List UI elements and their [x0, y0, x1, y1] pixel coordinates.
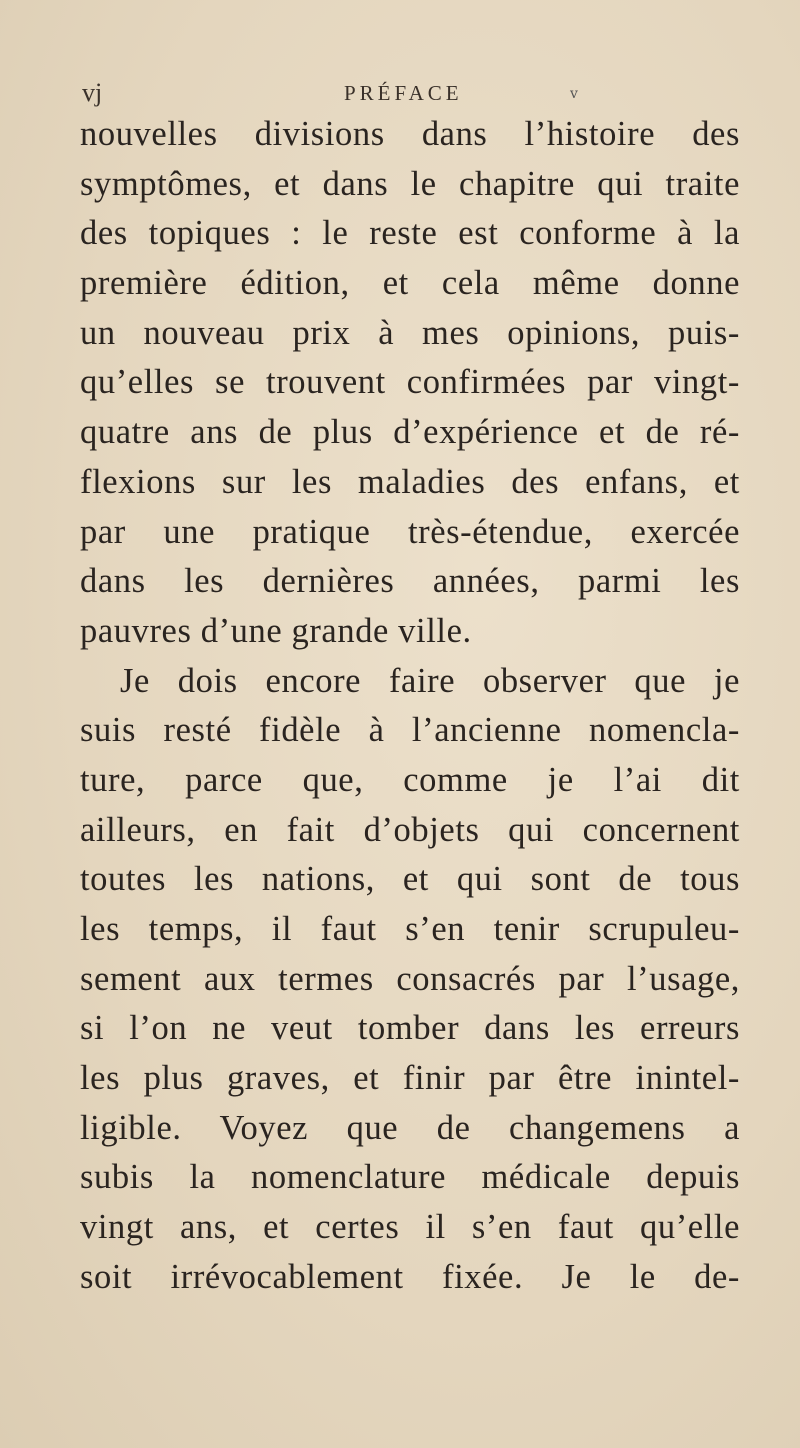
text-line: un nouveau prix à mes opinions, puis-	[80, 313, 740, 352]
text-line: sement aux termes consacrés par l’usage,	[80, 959, 740, 998]
text-line: les plus graves, et finir par être inintel-	[80, 1059, 740, 1098]
text-line: première édition, et cela même donne	[80, 264, 740, 303]
text-line: si l’on ne veut tomber dans les erreurs	[80, 1009, 740, 1048]
page-number: vj	[82, 78, 103, 107]
text-line: par une pratique très-étendue, exercée	[80, 512, 740, 551]
text-line: qu’elles se trouvent confirmées par vingt-	[80, 363, 740, 402]
text-line: symptômes, et dans le chapitre qui traite	[80, 164, 740, 203]
text-line: Je dois encore faire observer que je	[120, 661, 740, 700]
text-line: ailleurs, en fait d’objets qui concernent	[80, 810, 740, 849]
text-line: toutes les nations, et qui sont de tous	[80, 860, 740, 899]
text-line: pauvres d’une grande ville.	[80, 611, 472, 650]
text-line: soit irrévocablement fixée. Je le de-	[80, 1257, 740, 1296]
text-line: dans les dernières années, parmi les	[80, 562, 740, 601]
body-text	[80, 110, 740, 1303]
text-line: quatre ans de plus d’expérience et de ré-	[80, 413, 740, 452]
printer-mark: v	[570, 86, 582, 102]
text-line: des topiques : le reste est conforme à la	[80, 214, 740, 253]
text-line: suis resté fidèle à l’ancienne nomencla-	[80, 711, 740, 750]
text-line: les temps, il faut s’en tenir scrupuleu-	[80, 910, 740, 948]
text-line: ligible. Voyez que de changemens a	[80, 1108, 740, 1147]
text-line: subis la nomenclature médicale depuis	[80, 1158, 740, 1197]
text-line: flexions sur les maladies des enfans, et	[80, 462, 740, 501]
text-line: ture, parce que, comme je l’ai dit	[80, 760, 740, 799]
text-line: nouvelles divisions dans l’histoire des	[80, 115, 740, 153]
text-line: vingt ans, et certes il s’en faut qu’elle	[80, 1208, 740, 1247]
running-title: PRÉFACE	[344, 81, 463, 105]
